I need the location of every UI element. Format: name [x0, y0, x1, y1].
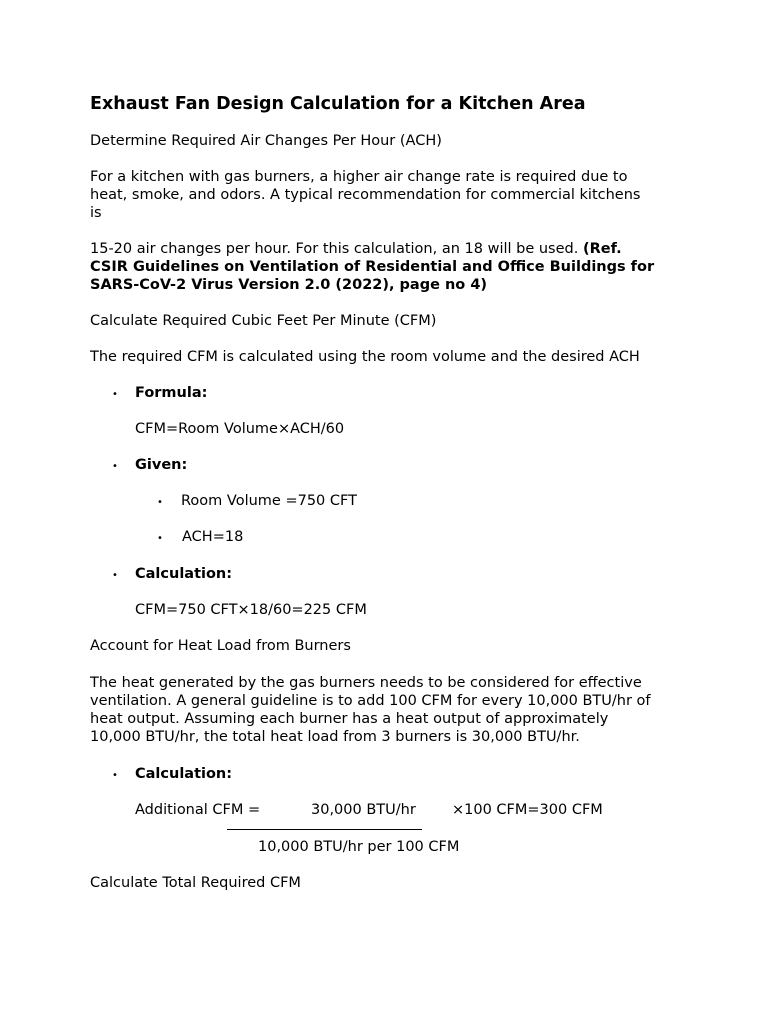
section-heading-heat-load: Account for Heat Load from Burners	[90, 638, 351, 654]
bullet-dot: •	[112, 461, 118, 472]
formula-text: CFM=Room Volume×ACH/60	[135, 421, 345, 437]
bullet-dot: •	[157, 533, 163, 544]
fraction-bar	[227, 829, 422, 830]
document-title: Exhaust Fan Design Calculation for a Kitchen Area	[90, 94, 586, 114]
fraction-numerator: 30,000 BTU/hr	[311, 802, 416, 818]
calculation-text: CFM=750 CFT×18/60=225 CFM	[135, 602, 367, 618]
ach-statement: 15-20 air changes per hour. For this calculation, an 18 will be used.	[90, 241, 579, 257]
bullet-dot: •	[112, 389, 118, 400]
given-item: Room Volume =750 CFT	[181, 493, 357, 509]
paragraph-line	[90, 240, 622, 258]
section-heading-ach: Determine Required Air Changes Per Hour (ACH)	[90, 133, 442, 149]
reference-text: (Ref.	[582, 241, 622, 257]
calculation-label: Calculation:	[135, 566, 233, 582]
paragraph-line: The heat generated by the gas burners needs to be considered for effective	[90, 675, 642, 691]
bullet-dot: •	[157, 497, 163, 508]
fraction-denominator: 10,000 BTU/hr per 100 CFM	[258, 839, 460, 855]
paragraph-line: ventilation. A general guideline is to add 100 CFM for every 10,000 BTU/hr of	[90, 693, 651, 709]
additional-cfm-label: Additional CFM =	[135, 802, 261, 818]
section-heading-cfm: Calculate Required Cubic Feet Per Minute (CFM)	[90, 313, 437, 329]
given-label: Given:	[135, 457, 188, 473]
paragraph-line: For a kitchen with gas burners, a higher air change rate is required due to	[90, 169, 628, 185]
reference-text: CSIR Guidelines on Ventilation of Residential and Office Buildings for	[90, 259, 655, 275]
reference-text: SARS-CoV-2 Virus Version 2.0 (2022), page no 4)	[90, 277, 488, 293]
calculation-result: ×100 CFM=300 CFM	[452, 802, 603, 818]
given-item: ACH=18	[182, 529, 244, 545]
formula-label: Formula:	[135, 385, 208, 401]
paragraph-line: The required CFM is calculated using the room volume and the desired ACH	[90, 349, 640, 365]
bullet-dot: •	[112, 770, 118, 781]
paragraph-line: is	[90, 205, 102, 221]
paragraph-line: 10,000 BTU/hr, the total heat load from 3 burners is 30,000 BTU/hr.	[90, 729, 580, 745]
paragraph-line: heat output. Assuming each burner has a heat output of approximately	[90, 711, 609, 727]
bullet-dot: •	[112, 570, 118, 581]
section-heading-total-cfm: Calculate Total Required CFM	[90, 875, 301, 891]
paragraph-line: heat, smoke, and odors. A typical recommendation for commercial kitchens	[90, 187, 641, 203]
calculation-label: Calculation:	[135, 766, 233, 782]
